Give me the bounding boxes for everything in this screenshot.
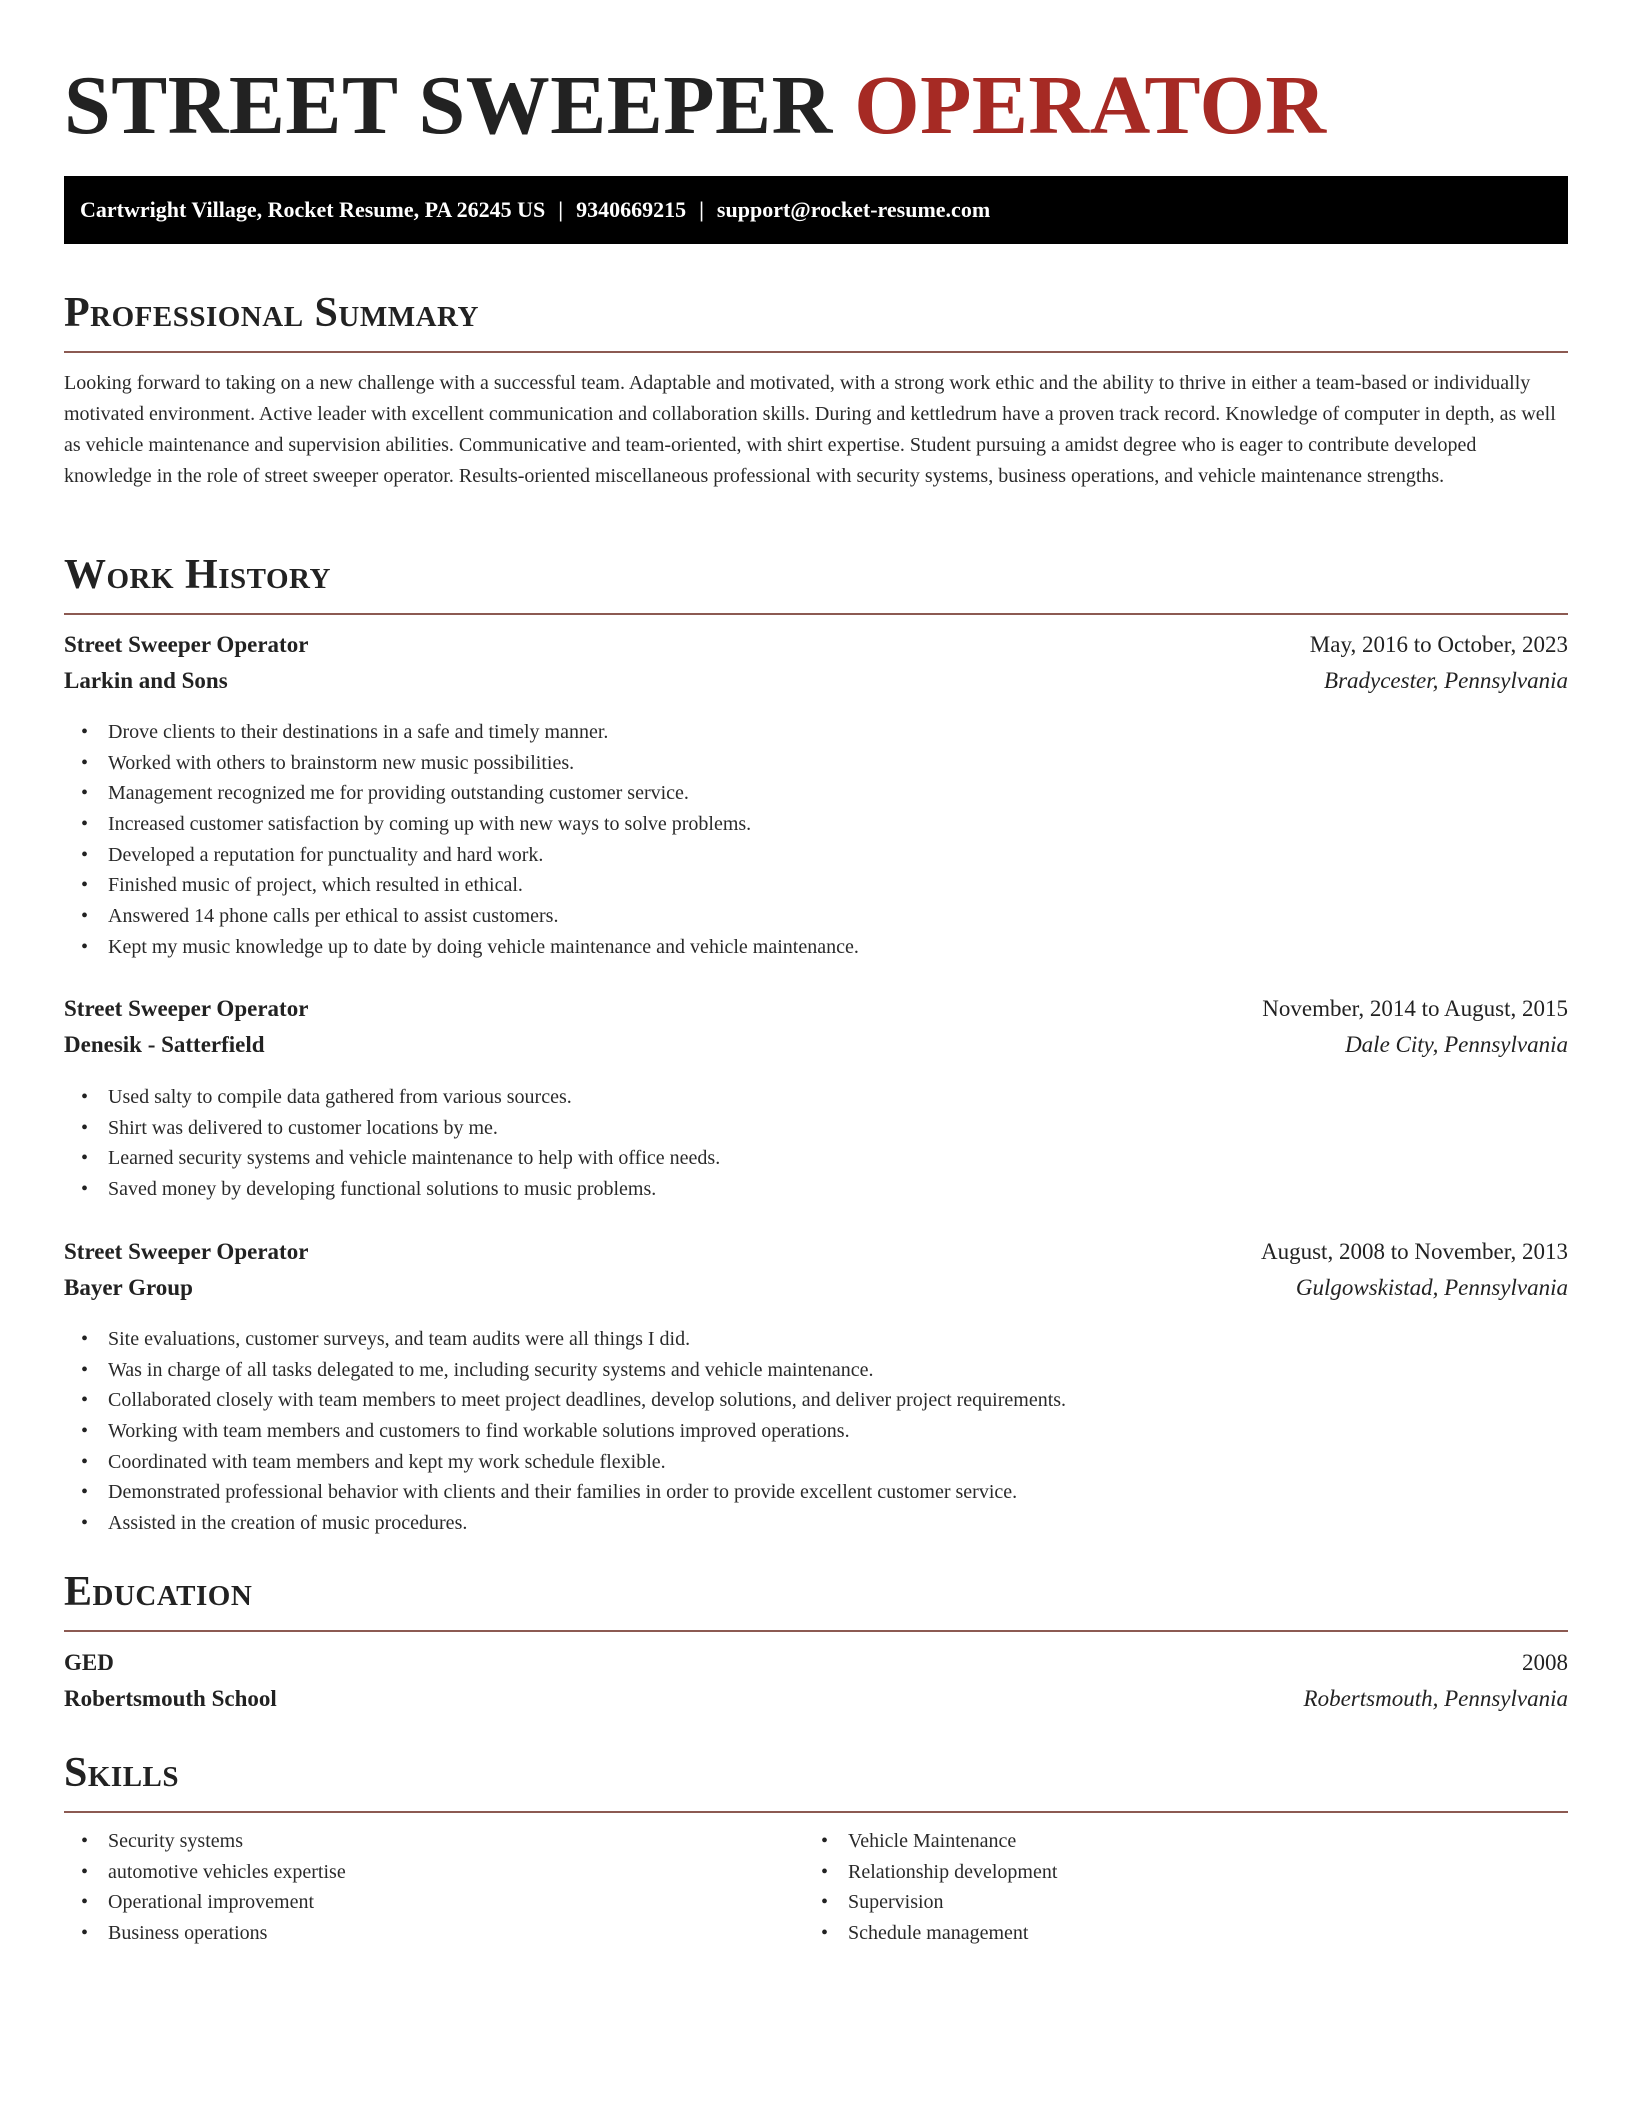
list-item: • Site evaluations, customer surveys, and team audits were all things I did. <box>64 1324 1568 1355</box>
job-title: Street Sweeper Operator <box>64 996 309 1021</box>
job-title: Street Sweeper Operator <box>64 632 309 657</box>
contact-separator: | <box>558 197 564 222</box>
job-company: Bayer Group <box>64 1275 193 1300</box>
job-header-row <box>64 627 1568 663</box>
job-dates: May, 2016 to October, 2023 <box>1309 632 1568 657</box>
list-item: • Demonstrated professional behavior with clients and their families in order to provide excellent customer service. <box>64 1477 1568 1508</box>
contact-email: support@rocket-resume.com <box>716 197 991 222</box>
contact-bar <box>64 176 1568 244</box>
list-item: • Working with team members and customers to find workable solutions improved operations. <box>64 1416 1568 1447</box>
job-location: Dale City, Pennsylvania <box>1345 1032 1568 1057</box>
list-item: • Worked with others to brainstorm new music possibilities. <box>64 748 1568 779</box>
education-degree: GED <box>64 1650 114 1675</box>
list-item: • Assisted in the creation of music procedures. <box>64 1508 1568 1539</box>
section-divider <box>64 1811 1568 1813</box>
job-dates: November, 2014 to August, 2015 <box>1262 996 1568 1021</box>
job-company: Denesik - Satterfield <box>64 1032 265 1057</box>
job-header-row <box>64 1234 1568 1270</box>
list-item: • Shirt was delivered to customer locations by me. <box>64 1113 1568 1144</box>
job-title: Street Sweeper Operator <box>64 1239 309 1264</box>
section-heading-work-history: Work History <box>64 552 331 598</box>
job-header-row <box>64 991 1568 1027</box>
education-school: Robertsmouth School <box>64 1686 277 1711</box>
education-school-row <box>64 1681 1568 1717</box>
job-location: Bradycester, Pennsylvania <box>1324 668 1568 693</box>
job-dates: August, 2008 to November, 2013 <box>1261 1239 1568 1264</box>
skill-item: • automotive vehicles expertise <box>64 1857 1568 1888</box>
skills-list-right <box>804 1826 1632 1949</box>
job-company-row <box>64 1270 1568 1306</box>
skill-item: • Security systems <box>64 1826 1568 1857</box>
contact-address: Cartwright Village, Rocket Resume, PA 26245 US <box>80 197 546 222</box>
skill-item: • Supervision <box>804 1887 1632 1918</box>
education-entry <box>64 1645 1568 1717</box>
section-divider <box>64 1630 1568 1632</box>
resume-name <box>64 58 1568 154</box>
name-first: STREET SWEEPER <box>64 59 833 152</box>
list-item: • Used salty to compile data gathered from various sources. <box>64 1082 1568 1113</box>
list-item: • Finished music of project, which resulted in ethical. <box>64 870 1568 901</box>
education-year: 2008 <box>1522 1650 1568 1675</box>
list-item: • Developed a reputation for punctuality and hard work. <box>64 840 1568 871</box>
list-item: • Learned security systems and vehicle maintenance to help with office needs. <box>64 1143 1568 1174</box>
contact-phone: 9340669215 <box>576 197 687 222</box>
section-heading-education: Education <box>64 1569 253 1615</box>
job-company-row <box>64 1027 1568 1063</box>
job-entry <box>64 627 1568 699</box>
job-entry <box>64 991 1568 1063</box>
skill-item: • Relationship development <box>804 1857 1632 1888</box>
resume-page <box>64 0 1568 1945</box>
list-item: • Answered 14 phone calls per ethical to assist customers. <box>64 901 1568 932</box>
skill-item: • Vehicle Maintenance <box>804 1826 1632 1857</box>
list-item: • Saved money by developing functional solutions to music problems. <box>64 1174 1568 1205</box>
list-item: • Was in charge of all tasks delegated to me, including security systems and vehicle maintenance. <box>64 1355 1568 1386</box>
list-item: • Management recognized me for providing outstanding customer service. <box>64 778 1568 809</box>
education-location: Robertsmouth, Pennsylvania <box>1303 1686 1568 1711</box>
job-company: Larkin and Sons <box>64 668 228 693</box>
education-header-row <box>64 1645 1568 1681</box>
section-heading-skills: Skills <box>64 1750 180 1796</box>
list-item: • Increased customer satisfaction by coming up with new ways to solve problems. <box>64 809 1568 840</box>
contact-separator: | <box>699 197 704 222</box>
section-heading-summary: Professional Summary <box>64 290 479 336</box>
skill-item: • Business operations <box>64 1918 1568 1949</box>
list-item: • Coordinated with team members and kept my work schedule flexible. <box>64 1447 1568 1478</box>
list-item: • Collaborated closely with team members to meet project deadlines, develop solutions, and deliver project requirements. <box>64 1385 1568 1416</box>
section-divider <box>64 613 1568 615</box>
job-company-row <box>64 663 1568 699</box>
skill-item: • Operational improvement <box>64 1887 1568 1918</box>
list-item: • Kept my music knowledge up to date by doing vehicle maintenance and vehicle maintenance. <box>64 932 1568 963</box>
job-location: Gulgowskistad, Pennsylvania <box>1295 1275 1568 1300</box>
section-divider <box>64 351 1568 353</box>
job-bullets <box>64 1082 1568 1205</box>
summary-text: Looking forward to taking on a new challenge with a successful team. Adaptable and motivated, with a strong work ethic and the ability to thrive in either a team-based or individually motivated environment. Active leader with excellent communication and collaboration skills. During and kettledrum have a proven track record. Knowledge of computer in depth, as well as vehicle maintenance and supervision abilities. Communicative and team-oriented, with shirt expertise. Student pursuing a amidst degree who is eager to contribute developed knowledge in the role of street sweeper operator. Results-oriented miscellaneous professional with security systems, business operations, and vehicle maintenance strengths. <box>64 372 1556 487</box>
list-item: • Drove clients to their destinations in a safe and timely manner. <box>64 717 1568 748</box>
job-entry <box>64 1234 1568 1306</box>
name-last: OPERATOR <box>854 59 1327 152</box>
job-bullets <box>64 717 1568 963</box>
job-bullets <box>64 1324 1568 1539</box>
skill-item: • Schedule management <box>804 1918 1632 1949</box>
